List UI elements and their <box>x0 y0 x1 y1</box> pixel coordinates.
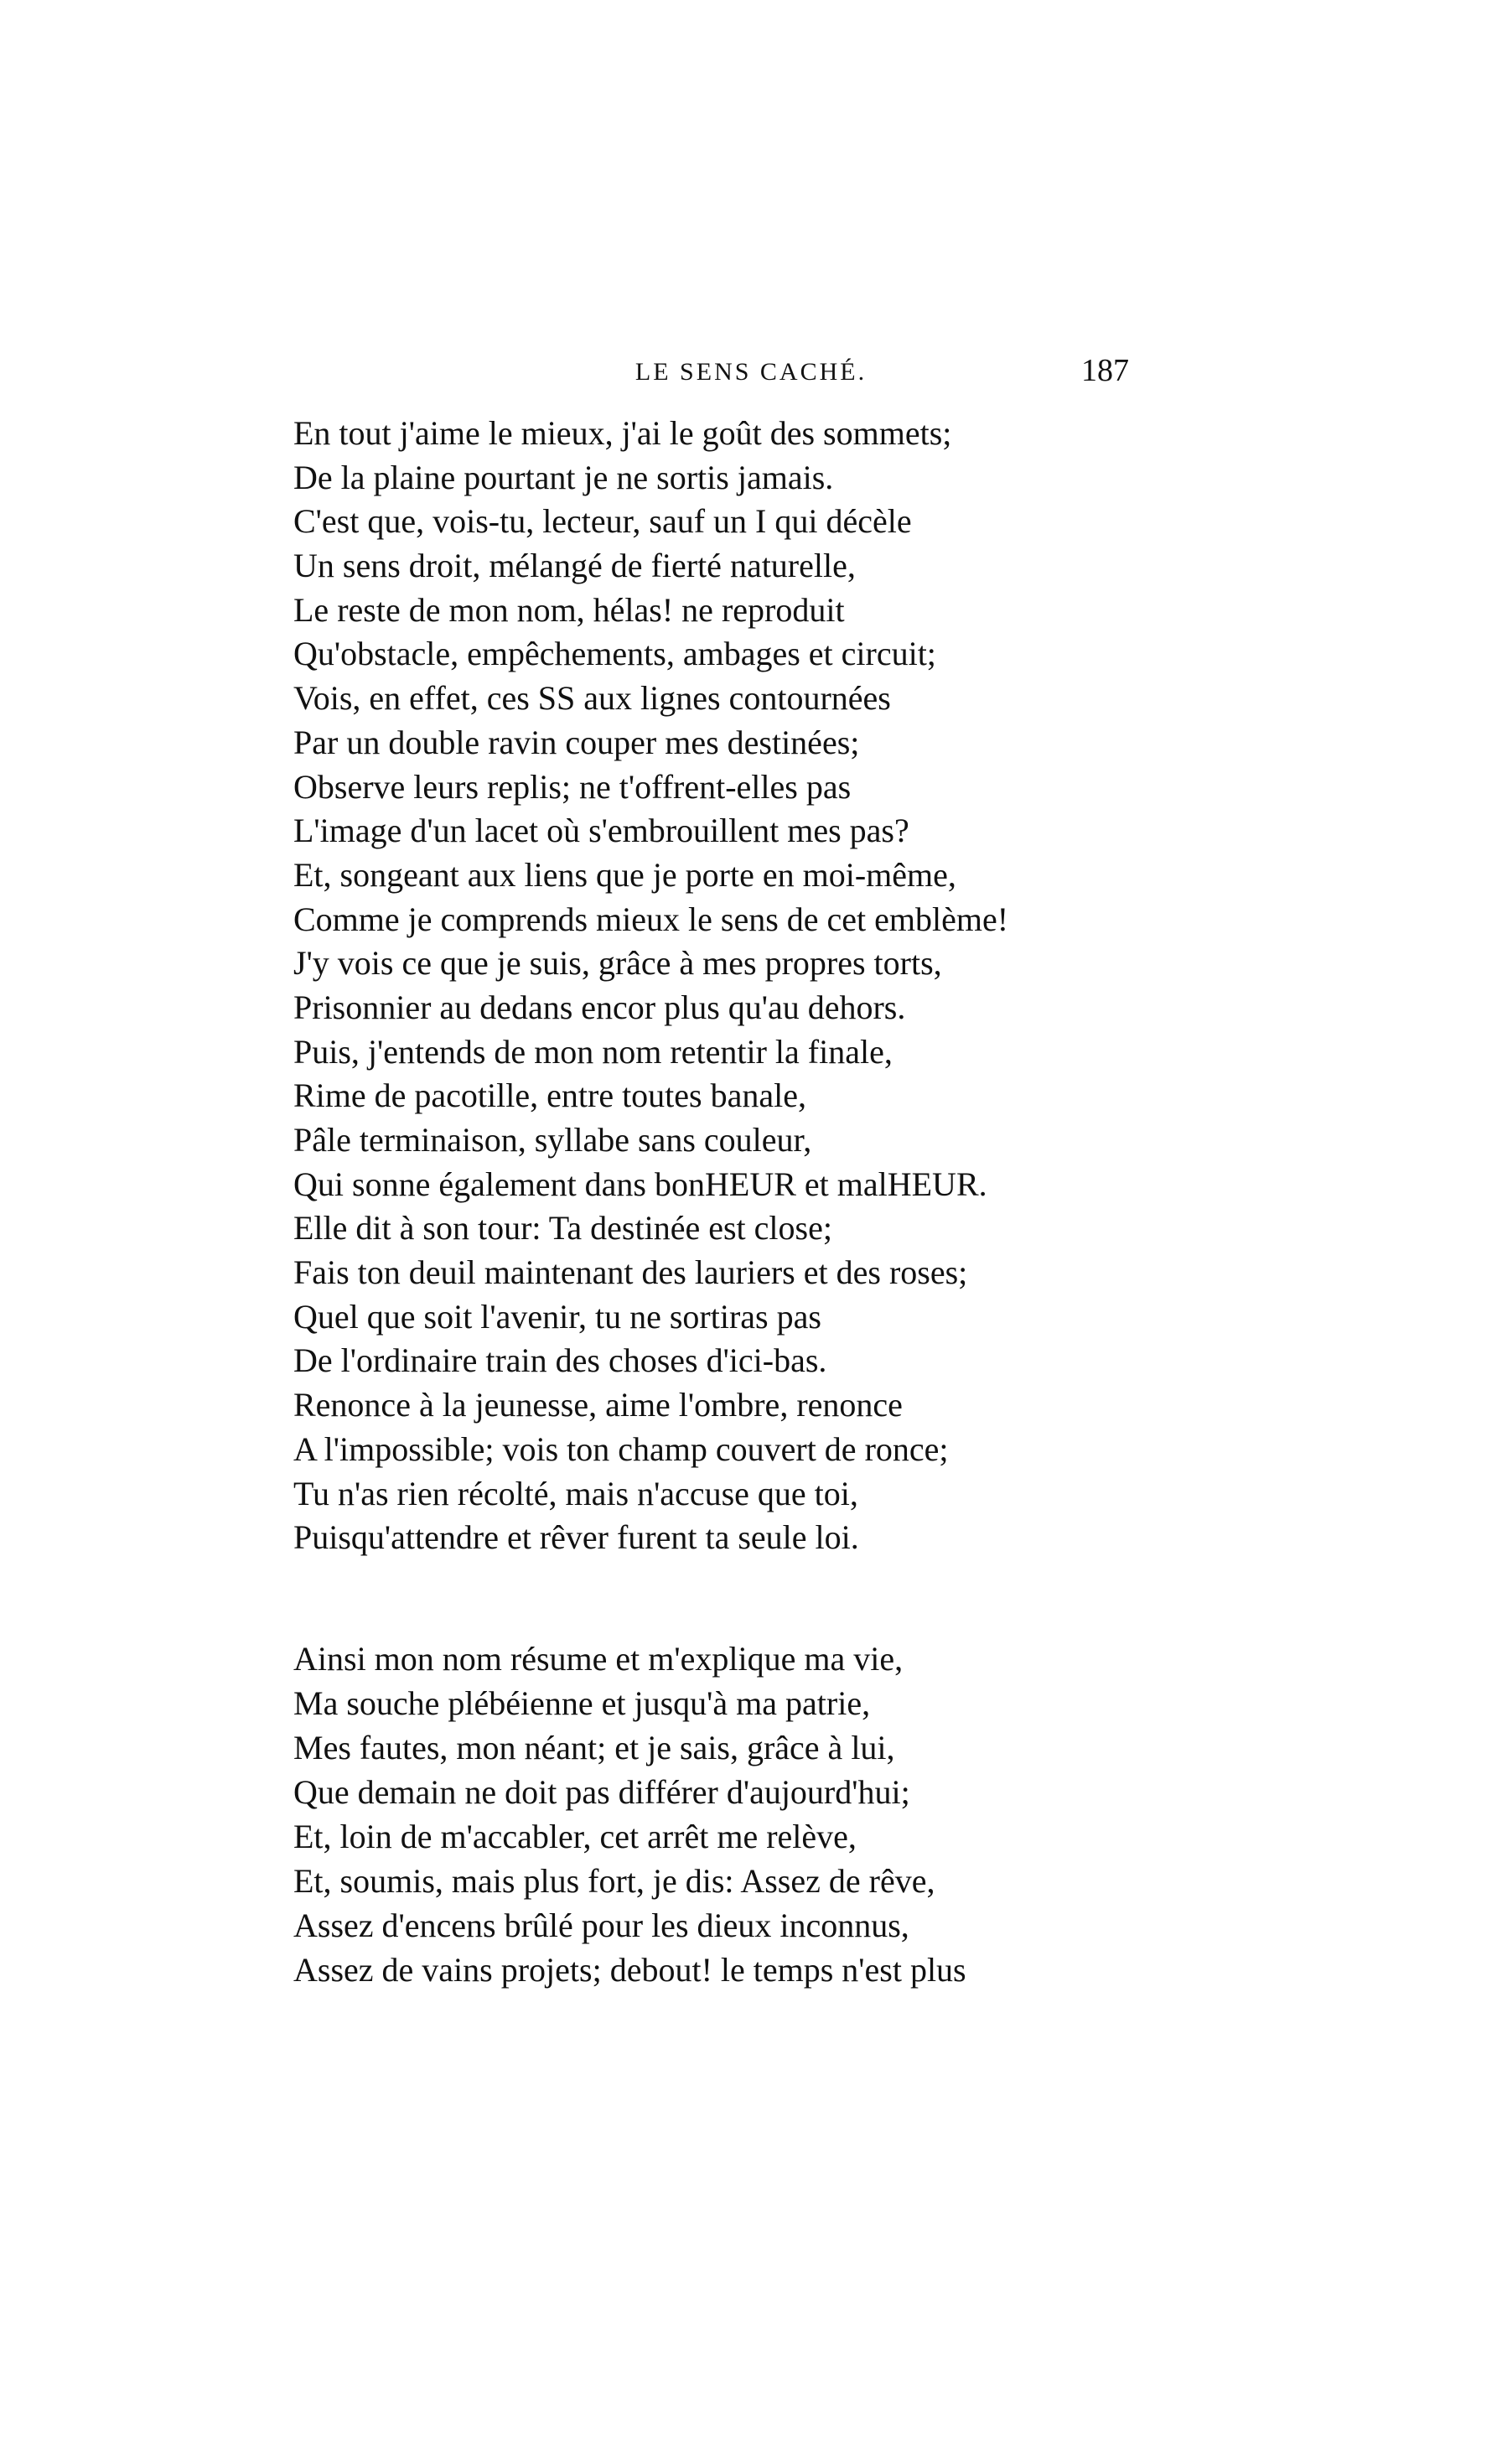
verse-line: Puisqu'attendre et rêver furent ta seule loi. <box>293 1518 859 1557</box>
verse-line: Puis, j'entends de mon nom retentir la finale, <box>293 1032 893 1071</box>
running-title: LE SENS CACHÉ. <box>634 358 868 386</box>
verse-line: Pâle terminaison, syllabe sans couleur, <box>293 1121 812 1159</box>
verse-line: Assez de vains projets; debout! le temps n'est plus <box>293 1951 966 1989</box>
verse-line: Un sens droit, mélangé de fierté naturelle, <box>293 547 856 585</box>
verse-line: Comme je comprends mieux le sens de cet emblème! <box>293 900 1009 938</box>
verse-line: Quel que soit l'avenir, tu ne sortiras pas <box>293 1297 821 1336</box>
verse-line: A l'impossible; vois ton champ couvert de ronce; <box>293 1429 949 1468</box>
verse-line: De l'ordinaire train des choses d'ici-bas. <box>293 1341 827 1380</box>
verse-line: Rime de pacotille, entre toutes banale, <box>293 1076 806 1115</box>
verse-line: Observe leurs replis; ne t'offrent-elles pas <box>293 767 852 806</box>
verse-line: Ainsi mon nom résume et m'explique ma vie, <box>293 1640 904 1678</box>
verse-line: Et, songeant aux liens que je porte en moi-même, <box>293 855 956 894</box>
verse-line: Mes fautes, mon néant; et je sais, grâce à lui, <box>293 1729 895 1766</box>
verse-line: Qu'obstacle, empêchements, ambages et circuit; <box>293 635 936 673</box>
verse-line: Et, loin de m'accabler, cet arrêt me relève, <box>293 1818 857 1855</box>
verse-line: Et, soumis, mais plus fort, je dis: Assez de rêve, <box>293 1862 935 1900</box>
verse-line: Assez d'encens brûlé pour les dieux inconnus, <box>293 1906 909 1944</box>
stanza-1 <box>293 412 1008 1560</box>
stanza-2 <box>293 1637 966 1992</box>
verse-line: Elle dit à son tour: Ta destinée est close; <box>293 1209 832 1248</box>
verse-line: De la plaine pourtant je ne sortis jamais. <box>293 458 834 496</box>
page-number: 187 <box>1081 353 1129 388</box>
verse-line: Par un double ravin couper mes destinées; <box>293 723 860 761</box>
verse-line: Renonce à la jeunesse, aime l'ombre, renonce <box>293 1386 903 1424</box>
verse-line: Qui sonne également dans bonHEUR et malHEUR. <box>293 1165 987 1203</box>
verse-line: Vois, en effet, ces SS aux lignes contournées <box>293 679 891 718</box>
verse-line: Ma souche plébéienne et jusqu'à ma patrie, <box>293 1684 871 1722</box>
verse-line: L'image d'un lacet où s'embrouillent mes pas? <box>293 812 909 850</box>
verse-line: En tout j'aime le mieux, j'ai le goût des sommets; <box>293 414 952 452</box>
verse-line: Que demain ne doit pas différer d'aujourd'hui; <box>293 1773 910 1811</box>
verse-line: Fais ton deuil maintenant des lauriers et des roses; <box>293 1253 968 1292</box>
verse-line: J'y vois ce que je suis, grâce à mes propres torts, <box>293 944 942 983</box>
verse-line: C'est que, vois-tu, lecteur, sauf un I qui décèle <box>293 502 912 541</box>
verse-line: Tu n'as rien récolté, mais n'accuse que toi, <box>293 1474 858 1512</box>
verse-line: Prisonnier au dedans encor plus qu'au dehors. <box>293 988 906 1026</box>
verse-line: Le reste de mon nom, hélas! ne reproduit <box>293 590 845 629</box>
